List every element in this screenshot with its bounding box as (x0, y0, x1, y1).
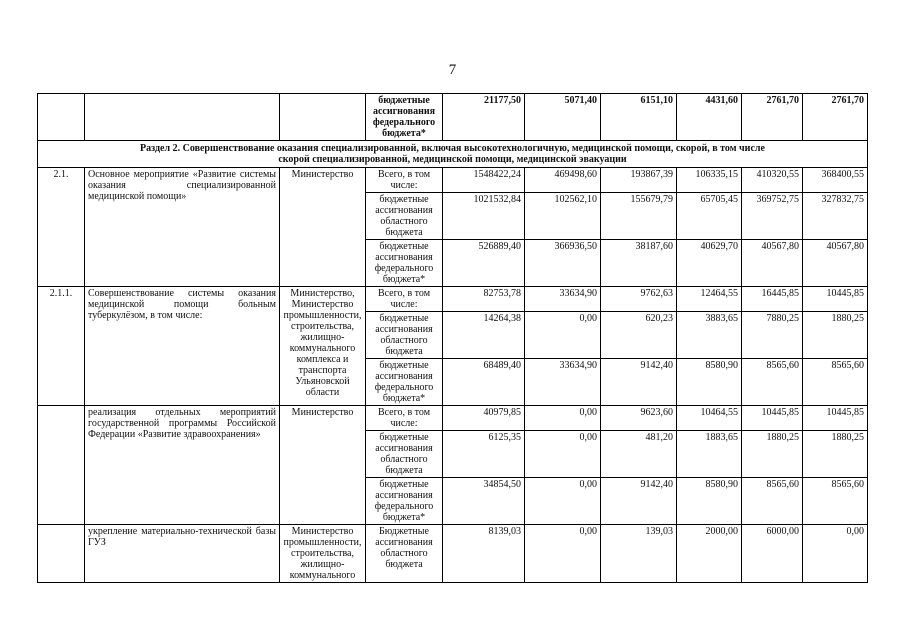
budget-table (37, 93, 868, 583)
table-row (38, 94, 868, 141)
value-cell: 2761,70 (803, 94, 868, 141)
item-index: 2.1. (38, 168, 85, 287)
source-cell: бюджетные ассигнования федерального бюджета* (366, 359, 443, 406)
value-cell: 155679,79 (601, 193, 677, 240)
value-cell: 16445,85 (742, 287, 803, 312)
value-cell: 8580,90 (677, 478, 742, 525)
value-cell: 8580,90 (677, 359, 742, 406)
value-cell: 3883,65 (677, 312, 742, 359)
item-responsible: Министерство промышленности, строительства, жилищно-коммунального (280, 525, 366, 583)
value-cell: 0,00 (525, 312, 601, 359)
value-cell: 8565,60 (803, 478, 868, 525)
value-cell: 6000,00 (742, 525, 803, 583)
source-cell: бюджетные ассигнования федерального бюджета* (366, 478, 443, 525)
value-cell: 1880,25 (803, 431, 868, 478)
empty-cell (38, 94, 85, 141)
value-cell: 82753,78 (443, 287, 525, 312)
value-cell: 1880,25 (742, 431, 803, 478)
value-cell: 8565,60 (803, 359, 868, 406)
value-cell: 2000,00 (677, 525, 742, 583)
value-cell: 10445,85 (803, 287, 868, 312)
value-cell: 5071,40 (525, 94, 601, 141)
value-cell: 6125,35 (443, 431, 525, 478)
item-description: Основное мероприятие «Развитие системы оказания специализированной медицинской помощи» (85, 168, 280, 287)
value-cell: 40629,70 (677, 240, 742, 287)
value-cell: 620,23 (601, 312, 677, 359)
item-description: Совершенствование системы оказания медицинской помощи больным туберкулёзом, в том числе: (85, 287, 280, 406)
source-cell: Всего, в том числе: (366, 406, 443, 431)
value-cell: 526889,40 (443, 240, 525, 287)
value-cell: 10464,55 (677, 406, 742, 431)
value-cell: 7880,25 (742, 312, 803, 359)
value-cell: 368400,55 (803, 168, 868, 193)
empty-cell (85, 94, 280, 141)
value-cell: 14264,38 (443, 312, 525, 359)
value-cell: 410320,55 (742, 168, 803, 193)
value-cell: 10445,85 (742, 406, 803, 431)
value-cell: 38187,60 (601, 240, 677, 287)
value-cell: 366936,50 (525, 240, 601, 287)
value-cell: 8139,03 (443, 525, 525, 583)
item-responsible: Министерство (280, 406, 366, 525)
value-cell: 0,00 (525, 478, 601, 525)
section-header-row (38, 141, 868, 168)
value-cell: 40567,80 (742, 240, 803, 287)
value-cell: 102562,10 (525, 193, 601, 240)
value-cell: 40567,80 (803, 240, 868, 287)
value-cell: 481,20 (601, 431, 677, 478)
table-row (38, 525, 868, 583)
value-cell: 8565,60 (742, 359, 803, 406)
section-title: Раздел 2. Совершенствование оказания специализированной, включая высокотехнологичную, медицинской помощи, скорой, в том числе скорой специализированной, медицинской помощи, медицинской эвакуации (38, 141, 868, 168)
value-cell: 327832,75 (803, 193, 868, 240)
value-cell: 10445,85 (803, 406, 868, 431)
source-cell: Всего, в том числе: (366, 287, 443, 312)
value-cell: 33634,90 (525, 359, 601, 406)
source-cell: бюджетные ассигнования федерального бюджета* (366, 94, 443, 141)
value-cell: 369752,75 (742, 193, 803, 240)
value-cell: 9623,60 (601, 406, 677, 431)
item-index (38, 525, 85, 583)
value-cell: 469498,60 (525, 168, 601, 193)
value-cell: 8565,60 (742, 478, 803, 525)
table-row (38, 168, 868, 193)
value-cell: 9762,63 (601, 287, 677, 312)
value-cell: 9142,40 (601, 478, 677, 525)
item-description: реализация отдельных мероприятий государственной программы Российской Федерации «Развитие здравоохранения» (85, 406, 280, 525)
value-cell: 65705,45 (677, 193, 742, 240)
page-bottom-margin (0, 612, 905, 640)
page-number: 7 (448, 62, 457, 78)
value-cell: 1880,25 (803, 312, 868, 359)
item-index: 2.1.1. (38, 287, 85, 406)
value-cell: 0,00 (525, 431, 601, 478)
item-responsible: Министерство (280, 168, 366, 287)
table-row (38, 406, 868, 431)
value-cell: 139,03 (601, 525, 677, 583)
value-cell: 0,00 (525, 406, 601, 431)
value-cell: 34854,50 (443, 478, 525, 525)
value-cell: 1021532,84 (443, 193, 525, 240)
source-cell: бюджетные ассигнования областного бюджета (366, 193, 443, 240)
value-cell: 0,00 (525, 525, 601, 583)
source-cell: бюджетные ассигнования федерального бюджета* (366, 240, 443, 287)
value-cell: 68489,40 (443, 359, 525, 406)
value-cell: 1883,65 (677, 431, 742, 478)
empty-cell (280, 94, 366, 141)
value-cell: 2761,70 (742, 94, 803, 141)
value-cell: 193867,39 (601, 168, 677, 193)
value-cell: 1548422,24 (443, 168, 525, 193)
source-cell: бюджетные ассигнования областного бюджета (366, 312, 443, 359)
value-cell: 6151,10 (601, 94, 677, 141)
source-cell: Всего, в том числе: (366, 168, 443, 193)
value-cell: 12464,55 (677, 287, 742, 312)
item-description: укрепление материально-технической базы ГУЗ (85, 525, 280, 583)
source-cell: бюджетные ассигнования областного бюджета (366, 431, 443, 478)
value-cell: 21177,50 (443, 94, 525, 141)
value-cell: 33634,90 (525, 287, 601, 312)
item-index (38, 406, 85, 525)
value-cell: 9142,40 (601, 359, 677, 406)
value-cell: 40979,85 (443, 406, 525, 431)
source-cell: Бюджетные ассигнования областного бюджета (366, 525, 443, 583)
value-cell: 106335,15 (677, 168, 742, 193)
item-responsible: Министерство, Министерство промышленности, строительства, жилищно-коммунального комплекса и транспорта Ульяновской области (280, 287, 366, 406)
value-cell: 0,00 (803, 525, 868, 583)
value-cell: 4431,60 (677, 94, 742, 141)
table-row (38, 287, 868, 312)
